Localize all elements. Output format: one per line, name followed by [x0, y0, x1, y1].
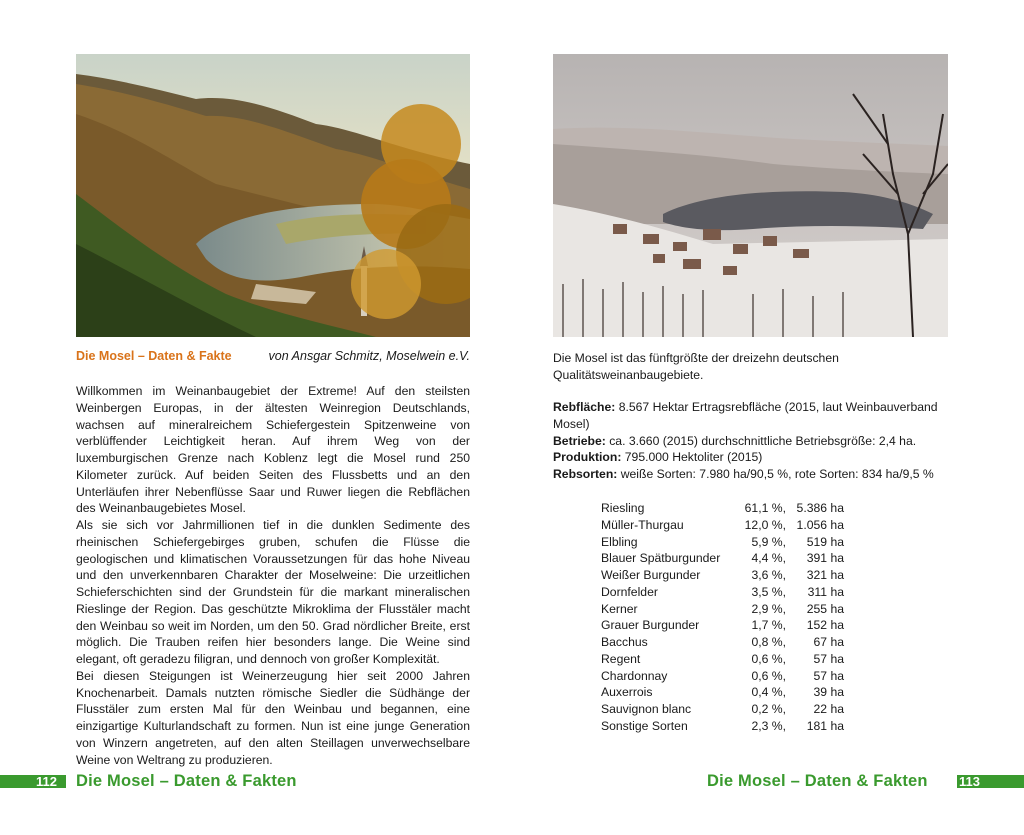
paragraph: Bei diesen Steigungen ist Weinerzeugung hier seit 2000 Jahren Knochenarbeit. Damals nutzten römische Siedler die Südhänge der Flusstäler zum ersten Mal für den Weinbau und begannen, eine einzigartige Kulturlandschaft zu formen. Nun ist eine junge Generation von Winzern angetreten, auf den alten Steillagen unverwechselbare Weine von Weltrang zu produzieren.	[76, 668, 470, 767]
footer-title-left: Die Mosel – Daten & Fakten	[76, 772, 297, 790]
grape-name: Dornfelder	[601, 584, 658, 599]
fact-label: Produktion:	[553, 450, 622, 465]
grape-name: Weißer Burgunder	[601, 568, 701, 582]
grape-percent: 12,0 %,	[744, 517, 786, 532]
grape-name: Elbling	[601, 534, 638, 549]
fact-label: Betriebe:	[553, 433, 606, 448]
grape-hectares: 39 ha	[813, 685, 844, 700]
region-intro: Die Mosel ist das fünftgrößte der dreizehn deutschen Qualitätsweinanbaugebiete.	[553, 351, 839, 382]
grape-hectares: 5.386 ha	[796, 501, 844, 515]
grape-percent: 0,6 %,	[751, 651, 786, 666]
grape-row	[601, 651, 861, 668]
grape-hectares: 57 ha	[813, 668, 844, 683]
grape-percent: 0,8 %,	[751, 635, 786, 649]
grape-percent: 61,1 %,	[744, 501, 786, 515]
grape-name: Riesling	[601, 501, 645, 515]
article-byline: von Ansgar Schmitz, Moselwein e.V.	[268, 349, 470, 363]
grape-hectares: 57 ha	[813, 651, 844, 666]
grape-percent: 4,4 %,	[751, 551, 786, 566]
grape-row	[601, 534, 861, 551]
grape-name: Müller-Thurgau	[601, 517, 684, 532]
grape-hectares: 22 ha	[813, 702, 844, 716]
grape-row	[601, 684, 861, 701]
grape-row	[601, 567, 861, 584]
paragraph: Willkommen im Weinanbaugebiet der Extreme! Auf den steilsten Weinbergen Europas, in der ältesten Weinregion Deutschlands, wachsen auf mineralreichem Schiefergestein Spitzenweine von verblüffender Leichtigkeit heran. Auf ihrem Weg von der luxemburgischen Grenze nach Koblenz legt die Mosel rund 250 Kilometer zurück. Auf beiden Seiten des Flussbetts und an den Unterläufen ihrer Nebenflüsse Saar und Ruwer liegen die Rebflächen des Weinanbaugebietes Mosel.	[76, 384, 470, 516]
grape-row	[601, 634, 861, 651]
region-facts	[553, 399, 948, 483]
grape-row	[601, 617, 861, 634]
grape-name: Chardonnay	[601, 668, 668, 683]
winter-snowy-village-river-photo	[553, 54, 948, 337]
fact-value: ca. 3.660 (2015) durchschnittliche Betriebsgröße: 2,4 ha.	[605, 433, 917, 448]
footer-title-right: Die Mosel – Daten & Fakten	[707, 772, 928, 790]
grape-variety-table	[601, 500, 861, 735]
grape-percent: 2,3 %,	[751, 718, 786, 733]
paragraph: Als sie sich vor Jahrmillionen tief in die dunklen Sedimente des rheinischen Schiefergebirges gruben, schufen die Flüsse die geologischen und klimatischen Voraussetzungen für das hohe Niveau und den unverkennbaren Charakter der Moselweine: Die urzeitlichen Schieferschichten sind der Grundstein für die markant mineralischen Rieslinge der Region. Das geschützte Mikroklima der Flusstäler macht den Weinbau so weit im Norden, um den 50. Grad nördlicher Breite, erst möglich. Die Trauben reifen hier besonders lange. Die Weine sind elegant, oft geradezu filigran, und dennoch von großer Komplexität.	[76, 518, 470, 666]
fact-line	[553, 399, 948, 433]
grape-row	[601, 668, 861, 685]
article-heading: Die Mosel – Daten & Fakte	[76, 349, 232, 363]
fact-label: Rebfläche:	[553, 400, 616, 414]
grape-name: Sauvignon blanc	[601, 702, 692, 716]
fact-label: Rebsorten:	[553, 467, 618, 481]
grape-name: Kerner	[601, 601, 638, 616]
grape-name: Bacchus	[601, 635, 648, 649]
grape-percent: 0,6 %,	[751, 668, 786, 683]
grape-hectares: 181 ha	[806, 718, 844, 733]
grape-row	[601, 550, 861, 567]
grape-row	[601, 500, 861, 517]
grape-hectares: 255 ha	[806, 601, 844, 616]
article-heading-row	[76, 349, 470, 369]
grape-row	[601, 584, 861, 601]
grape-row	[601, 718, 861, 735]
grape-hectares: 321 ha	[806, 568, 844, 582]
grape-name: Sonstige Sorten	[601, 718, 688, 733]
grape-percent: 3,6 %,	[751, 568, 786, 582]
fact-line	[553, 449, 948, 466]
grape-hectares: 519 ha	[806, 534, 844, 549]
grape-name: Blauer Spätburgunder	[601, 551, 721, 566]
grape-row	[601, 701, 861, 718]
grape-hectares: 391 ha	[806, 551, 844, 566]
grape-name: Grauer Burgunder	[601, 618, 700, 633]
page-number-right: 113	[959, 774, 980, 789]
grape-percent: 2,9 %,	[751, 601, 786, 616]
fact-line	[553, 466, 948, 483]
grape-percent: 3,5 %,	[751, 584, 786, 599]
fact-line	[553, 433, 948, 450]
grape-hectares: 311 ha	[807, 584, 844, 599]
grape-percent: 1,7 %,	[751, 618, 786, 633]
article-body	[76, 383, 470, 768]
fact-value: 795.000 Hektoliter (2015)	[621, 450, 763, 465]
grape-name: Regent	[601, 651, 641, 666]
autumn-vineyard-river-photo	[76, 54, 470, 337]
grape-hectares: 1.056 ha	[796, 517, 844, 532]
grape-hectares: 152 ha	[806, 618, 844, 633]
grape-row	[601, 601, 861, 618]
grape-name: Auxerrois	[601, 685, 653, 700]
grape-hectares: 67 ha	[813, 635, 844, 649]
grape-row	[601, 517, 861, 534]
grape-percent: 0,4 %,	[751, 685, 786, 700]
fact-value: 8.567 Hektar Ertragsrebfläche (2015, laut Weinbauverband Mosel)	[553, 400, 938, 431]
page-number-left: 112	[36, 774, 57, 789]
grape-percent: 5,9 %,	[751, 534, 786, 549]
fact-value: weiße Sorten: 7.980 ha/90,5 %, rote Sorten: 834 ha/9,5 %	[617, 467, 934, 481]
grape-percent: 0,2 %,	[751, 702, 786, 716]
